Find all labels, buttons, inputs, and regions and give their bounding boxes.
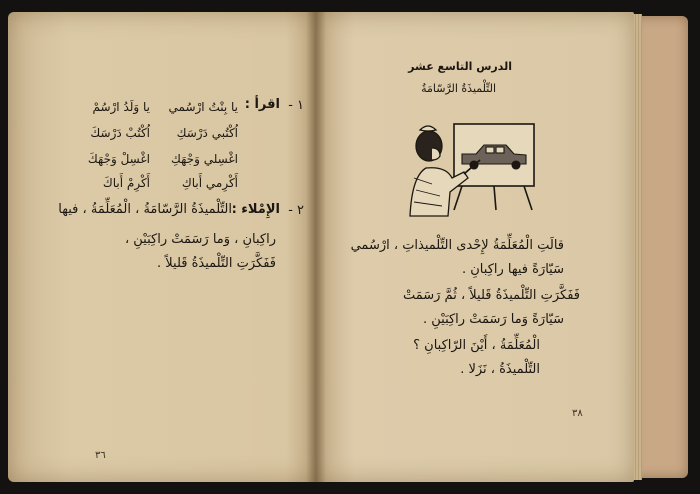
story-line-1: قالَتِ الْمُعَلِّمَةُ لإِحْدى التِّلْميذاتِ ، ارْسُمي — [350, 238, 564, 253]
girl-painting-car-illustration — [392, 118, 542, 218]
story-line-2: سَيّارَةً فيها راكِبانِ . — [462, 262, 564, 277]
story-line-5: الْمُعَلِّمَةُ ، أَيْنَ الرّاكِبانِ ؟ — [413, 338, 540, 353]
exercise-2-number: ٢ - — [288, 203, 304, 218]
story-line-6: التِّلْميذَةُ ، نَزَلا . — [460, 362, 540, 377]
dictation-line-3: فَفَكَّرَتِ التِّلْميذَةُ قَليلاً . — [157, 256, 276, 271]
exercise-1-row-1-a: يا بِنْتُ ارْسُمي — [168, 100, 238, 114]
dictation-line-2: راكِبانِ ، وَما رَسَمَتْ راكِبَيْنِ ، — [124, 232, 276, 247]
page-number-left: ٣٦ — [95, 450, 106, 461]
lesson-subtitle: التِّلْميذَةُ الرَّسّامَةُ — [421, 82, 496, 95]
exercise-1-row-2-b: اُكْتُبْ دَرْسَكَ — [90, 126, 150, 140]
page-number-right: ٣٨ — [572, 408, 583, 419]
exercise-1-row-3-a: اغْسِلي وَجْهَكِ — [171, 152, 238, 166]
book-gutter — [306, 12, 326, 482]
exercise-2-label: الإِمْلاء : — [231, 202, 280, 217]
story-line-3: فَفَكَّرَتِ التِّلْميذَةُ قَليلاً ، ثُمَّ رَسَمَتْ — [402, 288, 580, 303]
exercise-1-row-2-a: اُكْتُبي دَرْسَكِ — [176, 126, 238, 140]
exercise-1-label: اقرأ : — [244, 97, 280, 112]
lesson-title: الدرس التاسع عشر — [408, 60, 512, 73]
exercise-1-row-3-b: اغْسِلْ وَجْهَكَ — [87, 152, 150, 166]
dictation-line-1: التِّلْميذَةُ الرَّسّامَةُ ، الْمُعَلِّمَةُ ، فيها — [58, 202, 232, 217]
exercise-1-row-4-b: أَكْرِمْ أَباكَ — [102, 176, 150, 190]
exercise-1-number: ١ - — [288, 98, 304, 113]
story-line-4: سَيّارَةً وَما رَسَمَتْ راكِبَيْنِ . — [422, 312, 564, 327]
exercise-1-row-1-b: يا وَلَدُ ارْسُمْ — [92, 100, 150, 114]
exercise-1-row-4-a: أَكْرِمي أَباكِ — [181, 176, 238, 190]
